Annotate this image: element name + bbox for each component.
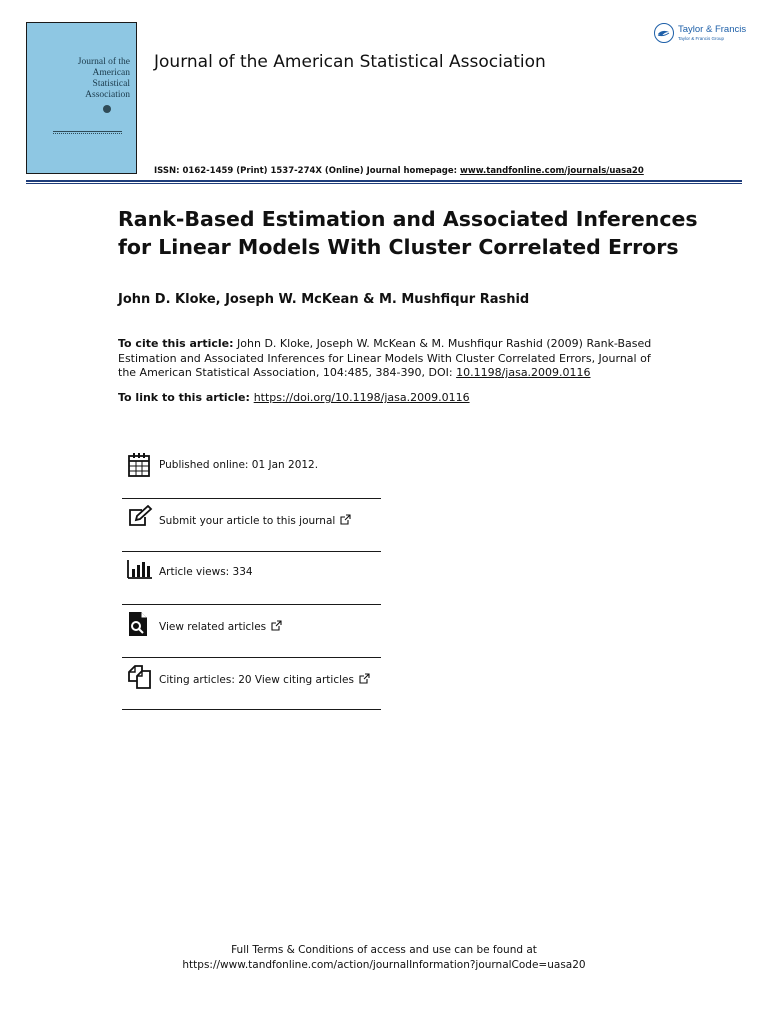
cover-title-line: American bbox=[92, 68, 130, 78]
submit-row[interactable] bbox=[122, 505, 381, 555]
article-doi-url[interactable]: https://doi.org/10.1198/jasa.2009.0116 bbox=[253, 391, 470, 404]
published-row bbox=[122, 452, 381, 502]
external-link-icon bbox=[271, 620, 282, 631]
header-divider bbox=[26, 180, 742, 182]
citation-label: To cite this article: bbox=[118, 337, 234, 350]
submit-article-link[interactable] bbox=[159, 514, 351, 527]
citing-row[interactable] bbox=[122, 664, 381, 714]
meta-divider bbox=[122, 604, 381, 605]
citation-text: John D. Kloke, Joseph W. McKean & M. Mushfiqur Rashid (2009) Rank-Based Estimation and Associated Inferences for Linear Models With Cluster Correlated Errors, Journal of the American Statistical Association, 104:485, 384-390, DOI: bbox=[118, 337, 652, 379]
journal-cover bbox=[26, 22, 137, 174]
document-search-icon bbox=[127, 611, 153, 637]
cover-title-line: Journal of the bbox=[77, 57, 130, 67]
article-link-label: To link to this article: bbox=[118, 391, 254, 404]
submit-label: Submit your article to this journal bbox=[159, 515, 336, 527]
article-authors: John D. Kloke, Joseph W. McKean & M. Mushfiqur Rashid bbox=[118, 292, 530, 307]
meta-divider bbox=[122, 709, 381, 710]
terms-line: Full Terms & Conditions of access and use can be found at bbox=[231, 944, 537, 956]
cover-title-line: Association bbox=[85, 90, 130, 100]
header-divider-thin bbox=[26, 183, 742, 184]
cover-emblem-icon bbox=[103, 105, 111, 113]
article-title bbox=[118, 205, 738, 261]
meta-divider bbox=[122, 551, 381, 552]
citation-block bbox=[118, 337, 658, 381]
journal-homepage-link[interactable]: www.tandfonline.com/journals/uasa20 bbox=[460, 166, 644, 176]
external-link-icon bbox=[340, 514, 351, 525]
cover-title bbox=[27, 57, 130, 101]
cover-footer-line bbox=[53, 133, 122, 137]
bar-chart-icon bbox=[127, 558, 153, 584]
external-link-icon bbox=[359, 673, 370, 684]
calendar-icon bbox=[127, 452, 153, 478]
publisher-logo[interactable] bbox=[654, 22, 746, 46]
related-row[interactable] bbox=[122, 611, 381, 661]
meta-divider bbox=[122, 657, 381, 658]
terms-url[interactable]: https://www.tandfonline.com/action/journalInformation?journalCode=uasa20 bbox=[182, 959, 586, 971]
journal-title: Journal of the American Statistical Association bbox=[154, 52, 546, 72]
publisher-logo-icon bbox=[654, 23, 674, 43]
citing-label: Citing articles: 20 View citing articles bbox=[159, 674, 354, 686]
publisher-subtitle: Taylor & Francis Group bbox=[678, 36, 725, 41]
article-title-line: for Linear Models With Cluster Correlated Errors bbox=[118, 235, 679, 259]
citing-articles-link[interactable] bbox=[159, 673, 370, 686]
related-articles-link[interactable] bbox=[159, 620, 282, 633]
cover-rule bbox=[53, 131, 122, 132]
published-date: Published online: 01 Jan 2012. bbox=[159, 459, 319, 471]
views-row bbox=[122, 558, 381, 608]
citation-doi-link[interactable]: 10.1198/jasa.2009.0116 bbox=[456, 366, 591, 379]
cover-title-line: Statistical bbox=[92, 79, 130, 89]
meta-divider bbox=[122, 498, 381, 499]
article-link-line bbox=[118, 391, 470, 404]
issn-line bbox=[154, 166, 644, 176]
article-title-line: Rank-Based Estimation and Associated Inferences bbox=[118, 207, 698, 231]
publisher-name: Taylor & Francis bbox=[678, 24, 747, 35]
terms-footer bbox=[0, 943, 768, 973]
edit-icon bbox=[127, 505, 153, 531]
issn-text: ISSN: 0162-1459 (Print) 1537-274X (Online) Journal homepage: bbox=[154, 166, 461, 176]
copy-documents-icon bbox=[127, 664, 153, 690]
related-label: View related articles bbox=[159, 621, 267, 633]
article-views: Article views: 334 bbox=[159, 566, 253, 578]
